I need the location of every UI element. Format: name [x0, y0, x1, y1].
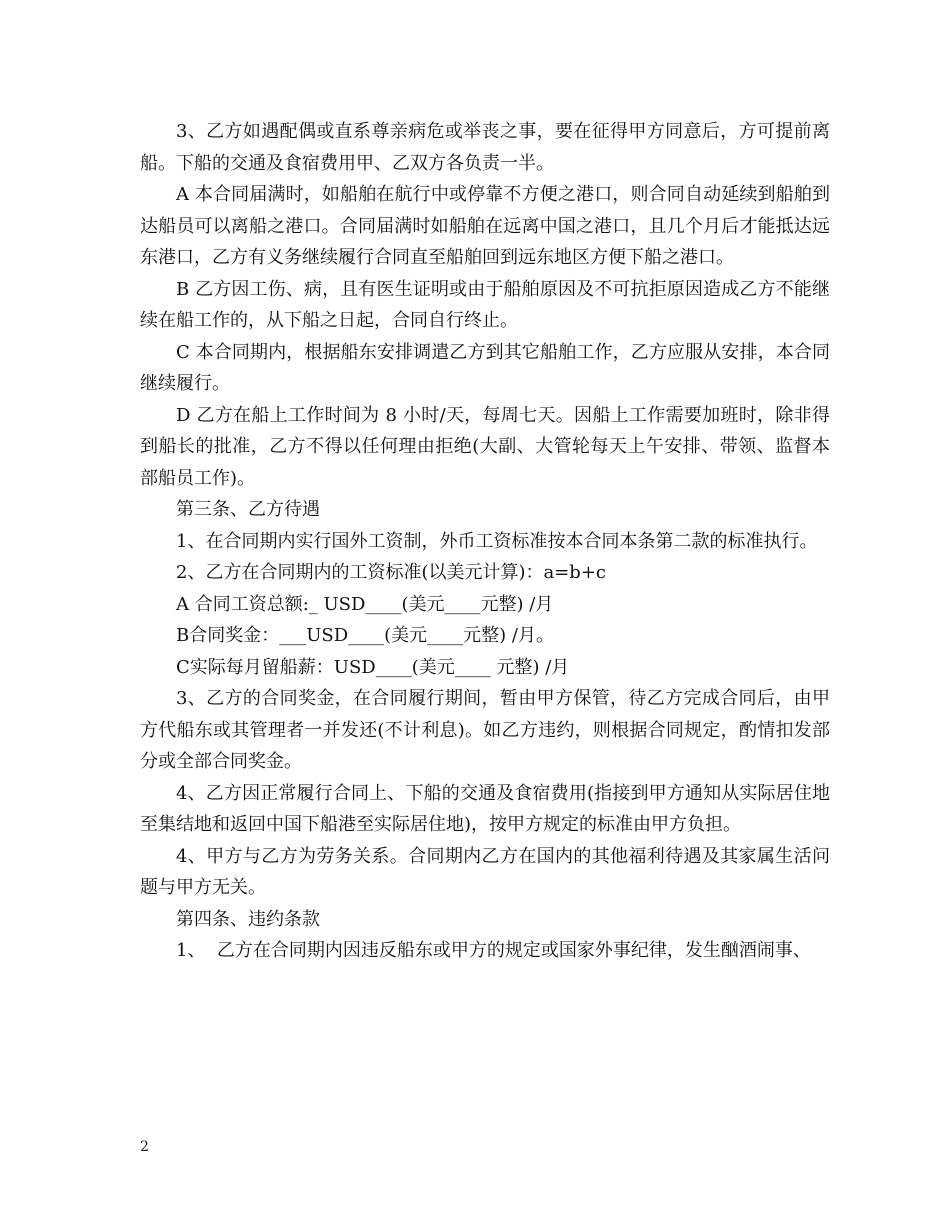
paragraph-total-wage-line: A 合同工资总额:_ USD____(美元____元整) /月 — [176, 593, 554, 615]
section-heading-article-3: 第三条、乙方待遇 — [176, 499, 320, 520]
paragraph-bonus-custody: 3、乙方的合同奖金，在合同履行期间，暂由甲方保管，待乙方完成合同后，由甲方代船东或其管理者一并发还(不计利息)。如乙方违约，则根据合同规定，酌情扣发部分或全部合同奖金。 — [140, 688, 830, 772]
document-body — [140, 116, 830, 967]
paragraph-clause-d-working-hours: D 乙方在船上工作时间为 8 小时/天，每周七天。因船上工作需要加班时，除非得到船长的批准，乙方不得以任何理由拒绝(大副、大管轮每天上午安排、带领、监督本部船员工作)。 — [140, 404, 830, 489]
paragraph-wage-system: 1、在合同期内实行国外工资制，外币工资标准按本合同本条第二款的标准执行。 — [176, 530, 818, 552]
page-number: 2 — [140, 1139, 149, 1155]
paragraph-travel-costs: 4、乙方因正常履行合同上、下船的交通及食宿费用(指接到甲方通知从实际居住地至集结地和返回中国下船港至实际居住地)，按甲方规定的标准由甲方负担。 — [140, 782, 830, 835]
paragraph-clause-c-transfer: C 本合同期内，根据船东安排调遣乙方到其它船舶工作，乙方应服从安排，本合同继续履行。 — [140, 341, 830, 394]
paragraph-clause-3-leave: 3、乙方如遇配偶或直系尊亲病危或举丧之事，要在征得甲方同意后，方可提前离船。下船的交通及食宿费用甲、乙双方各负责一半。 — [140, 121, 830, 174]
paragraph-onboard-pay-line: C实际每月留船薪：USD____(美元____ 元整) /月 — [176, 656, 570, 678]
paragraph-wage-standard: 2、乙方在合同期内的工资标准(以美元计算)：a=b+c — [176, 562, 606, 583]
paragraph-breach-clause-1: 1、 乙方在合同期内因违反船东或甲方的规定或国家外事纪律，发生酗酒闹事、 — [176, 940, 811, 961]
paragraph-bonus-line: B合同奖金：___USD____(美元____元整) /月。 — [176, 625, 554, 646]
paragraph-clause-b-termination: B 乙方因工伤、病，且有医生证明或由于船舶原因及不可抗拒原因造成乙方不能继续在船工作的，从下船之日起，合同自行终止。 — [140, 278, 830, 331]
paragraph-labor-relation: 4、甲方与乙方为劳务关系。合同期内乙方在国内的其他福利待遇及其家属生活问题与甲方无关。 — [140, 845, 830, 898]
section-heading-article-4: 第四条、违约条款 — [176, 908, 320, 930]
paragraph-clause-a-extension: A 本合同届满时，如船舶在航行中或停靠不方便之港口，则合同自动延续到船舶到达船员可以离船之港口。合同届满时如船舶在远离中国之港口，且几个月后才能抵达远东港口，乙方有义务继续履行合同直至船舶回到远东地区方便下船之港口。 — [140, 184, 830, 268]
